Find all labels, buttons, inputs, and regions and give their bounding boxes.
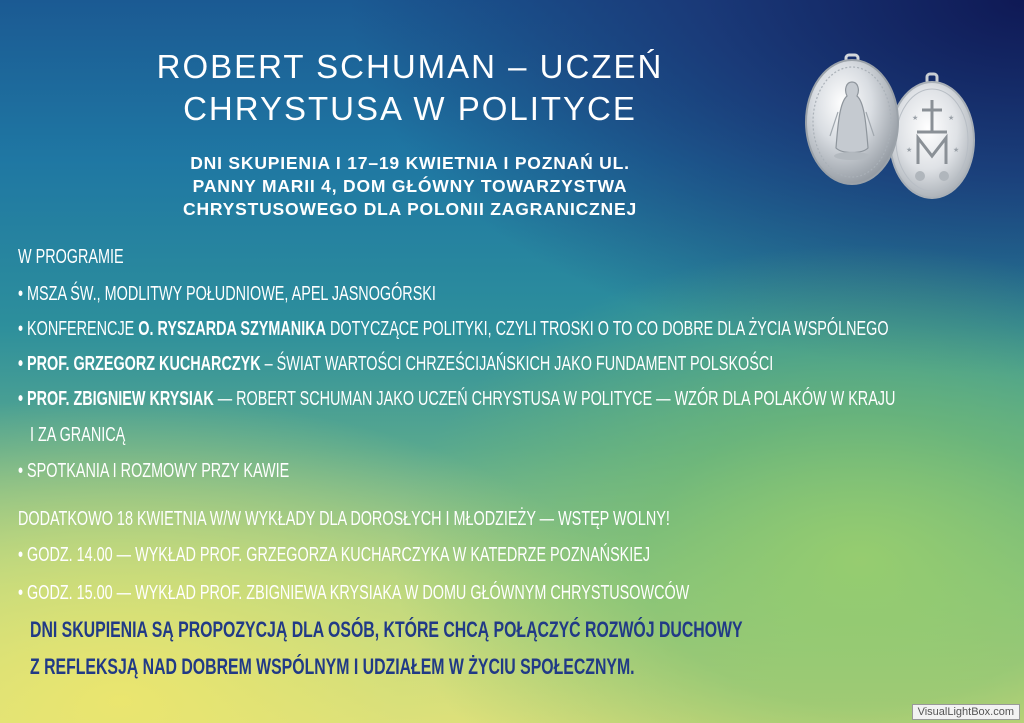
svg-text:★: ★ [906,147,913,154]
additional-heading: DODATKOWO 18 KWIETNIA W/W WYKŁADY DLA DOROSŁYCH I MŁODZIEŻY — WSTĘP WOLNY! [18,508,670,530]
program-item-mass: • MSZA ŚW., MODLITWY POŁUDNIOWE, APEL JASNOGÓRSKI [18,283,436,305]
svg-text:★: ★ [912,115,919,122]
program-item-conferences [18,318,889,341]
footer-line-2: Z REFLEKSJĄ NAD DOBREM WSPÓLNYM I UDZIAŁEM W ŻYCIU SPOŁECZNYM. [30,654,635,679]
program-item-kucharczyk [18,353,773,376]
program-item-krysiak [18,388,895,411]
program-item-krysiak-continued: I ZA GRANICĄ [30,424,126,446]
additional-item-lecture-1: • GODZ. 14.00 — WYKŁAD PROF. GRZEGORZA KUCHARCZYKA W KATEDRZE POZNAŃSKIEJ [18,544,651,566]
program-item-krysiak-speaker: • PROF. ZBIGNIEW KRYSIAK [18,388,214,410]
subtitle-line-2: PANNY MARII 4, DOM GŁÓWNY TOWARZYSTWA [192,176,628,196]
program-heading: W PROGRAMIE [18,246,124,268]
title-line-1: ROBERT SCHUMAN – UCZEŃ [156,48,664,85]
program-item-kucharczyk-speaker: • PROF. GRZEGORZ KUCHARCZYK [18,353,261,375]
miraculous-medal-image [802,52,982,204]
subtitle-line-1: DNI SKUPIENIA I 17–19 KWIETNIA I POZNAŃ UL. [190,153,630,173]
program-item-conferences-speaker: O. RYSZARDA SZYMANIKA [138,318,327,340]
additional-item-lecture-2: • GODZ. 15.00 — WYKŁAD PROF. ZBIGNIEWA KRYSIAKA W DOMU GŁÓWNYM CHRYSTUSOWCÓW [18,582,690,604]
footer-line-1: DNI SKUPIENIA SĄ PROPOZYCJĄ DLA OSÓB, KTÓRE CHCĄ POŁĄCZYĆ ROZWÓJ DUCHOWY [30,617,743,642]
program-item-krysiak-topic: — ROBERT SCHUMAN JAKO UCZEŃ CHRYSTUSA W POLITYCE — WZÓR DLA POLAKÓW W KRAJU [213,388,896,410]
watermark-link[interactable]: VisualLightBox.com [912,704,1020,720]
svg-text:★: ★ [948,115,955,122]
title-line-2: CHRYSTUSA W POLITYCE [183,90,637,127]
event-title [60,46,760,130]
program-item-conferences-pre: • KONFERENCJE [18,318,139,340]
event-subtitle [40,152,780,221]
subtitle-line-3: CHRYSTUSOWEGO DLA POLONII ZAGRANICZNEJ [183,199,637,219]
miraculous-medal-front-icon [806,55,898,184]
program-item-conferences-post: DOTYCZĄCE POLITYKI, CZYLI TROSKI O TO CO DOBRE DLA ŻYCIA WSPÓLNEGO [326,318,889,340]
svg-text:★: ★ [953,147,960,154]
program-item-kucharczyk-topic: – ŚWIAT WARTOŚCI CHRZEŚCIJAŃSKICH JAKO FUNDAMENT POLSKOŚCI [260,353,774,375]
miraculous-medal-back-icon [890,74,974,198]
program-item-meetings: • SPOTKANIA I ROZMOWY PRZY KAWIE [18,460,290,482]
